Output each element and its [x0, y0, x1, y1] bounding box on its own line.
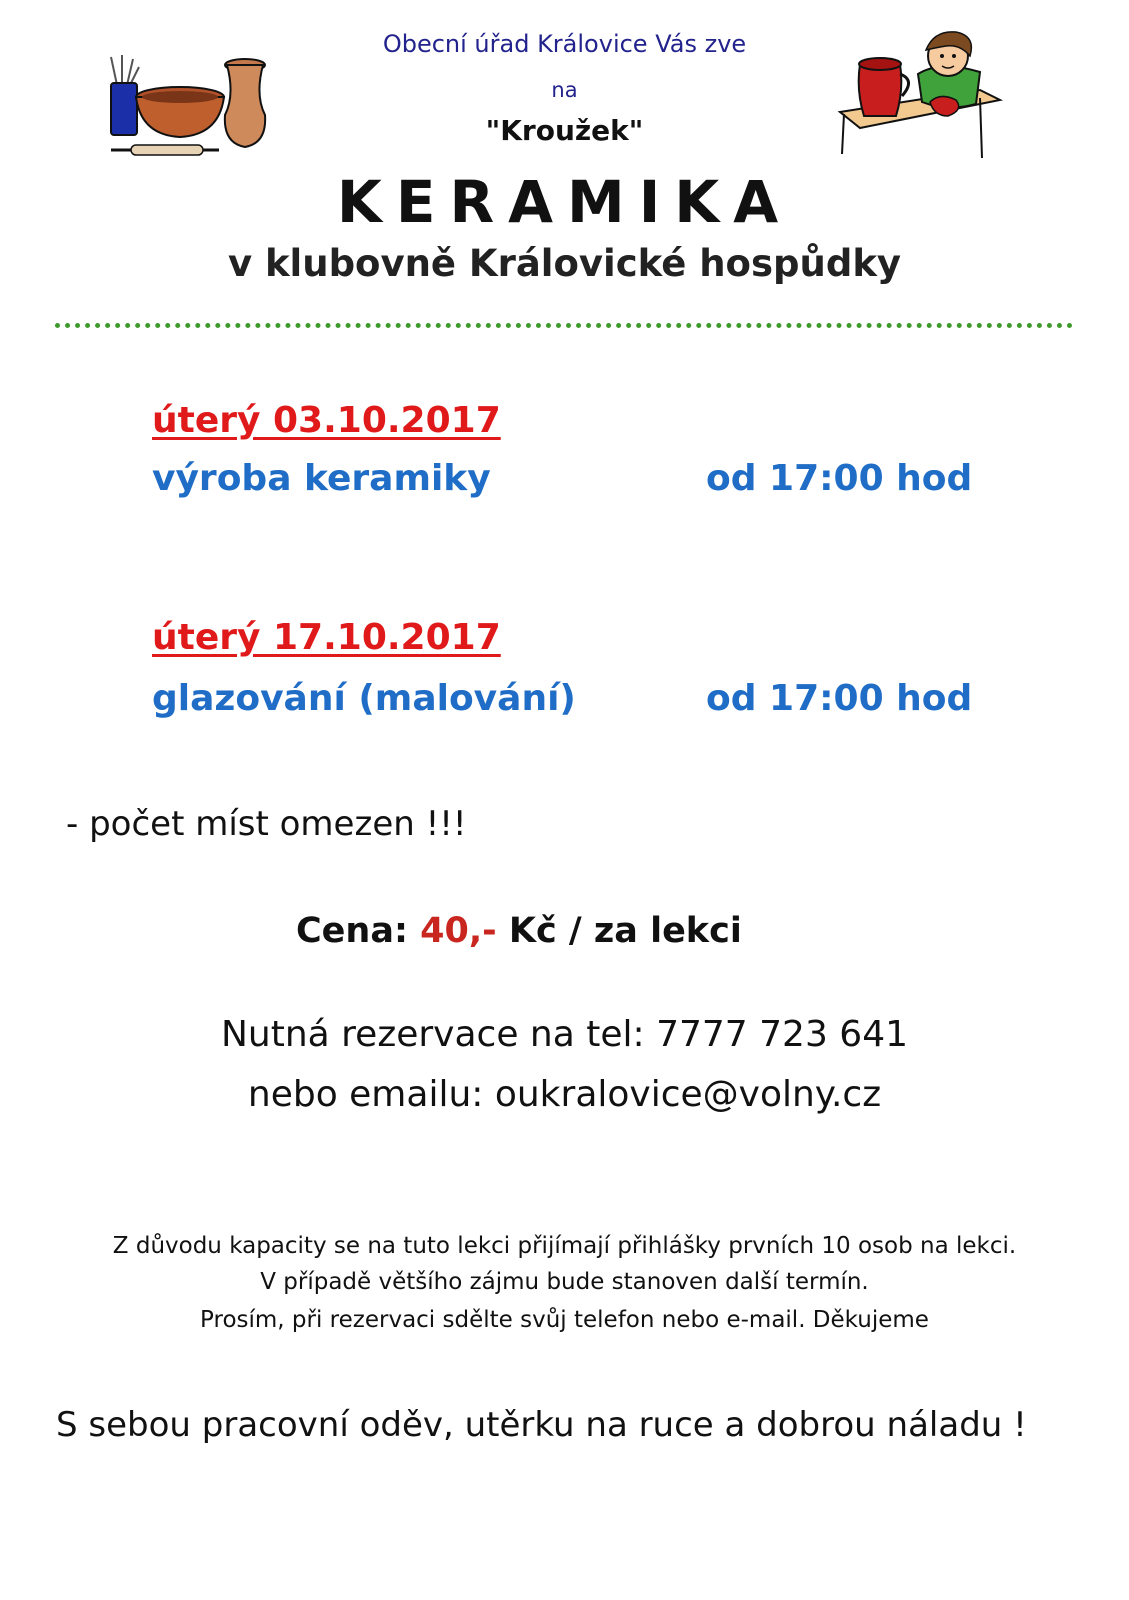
event-activity: glazování (malování)	[152, 678, 576, 719]
price-amount: 40,-	[420, 911, 497, 951]
na-line: na	[551, 78, 578, 102]
price-label: Cena:	[296, 911, 408, 951]
event-date: úterý 17.10.2017	[152, 617, 501, 658]
note-line: Prosím, při rezervaci sdělte svůj telefon nebo e-mail. Děkujeme	[200, 1307, 929, 1333]
event-date: úterý 03.10.2017	[152, 400, 501, 441]
limit-notice: - počet míst omezen !!!	[66, 804, 467, 844]
note-line: V případě většího zájmu bude stanoven další termín.	[260, 1269, 869, 1295]
note-line: Z důvodu kapacity se na tuto lekci přijímají přihlášky prvních 10 osob na lekci.	[112, 1233, 1017, 1259]
price-unit: Kč / za lekci	[508, 911, 742, 951]
page-title: KERAMIKA	[336, 168, 793, 236]
krouzek-label: "Kroužek"	[485, 114, 644, 147]
price-line	[296, 911, 742, 951]
event-activity: výroba keramiky	[152, 458, 491, 499]
reservation-phone: Nutná rezervace na tel: 7777 723 641	[220, 1014, 909, 1055]
event-time: od 17:00 hod	[706, 458, 973, 499]
invite-line: Obecní úřad Královice Vás zve	[382, 30, 747, 58]
closing-line: S sebou pracovní oděv, utěrku na ruce a dobrou náladu !	[56, 1405, 1027, 1445]
reservation-email: nebo emailu: oukralovice@volny.cz	[247, 1074, 882, 1115]
venue-line: v klubovně Královické hospůdky	[227, 242, 902, 285]
dotted-divider	[55, 323, 1073, 328]
event-time: od 17:00 hod	[706, 678, 973, 719]
